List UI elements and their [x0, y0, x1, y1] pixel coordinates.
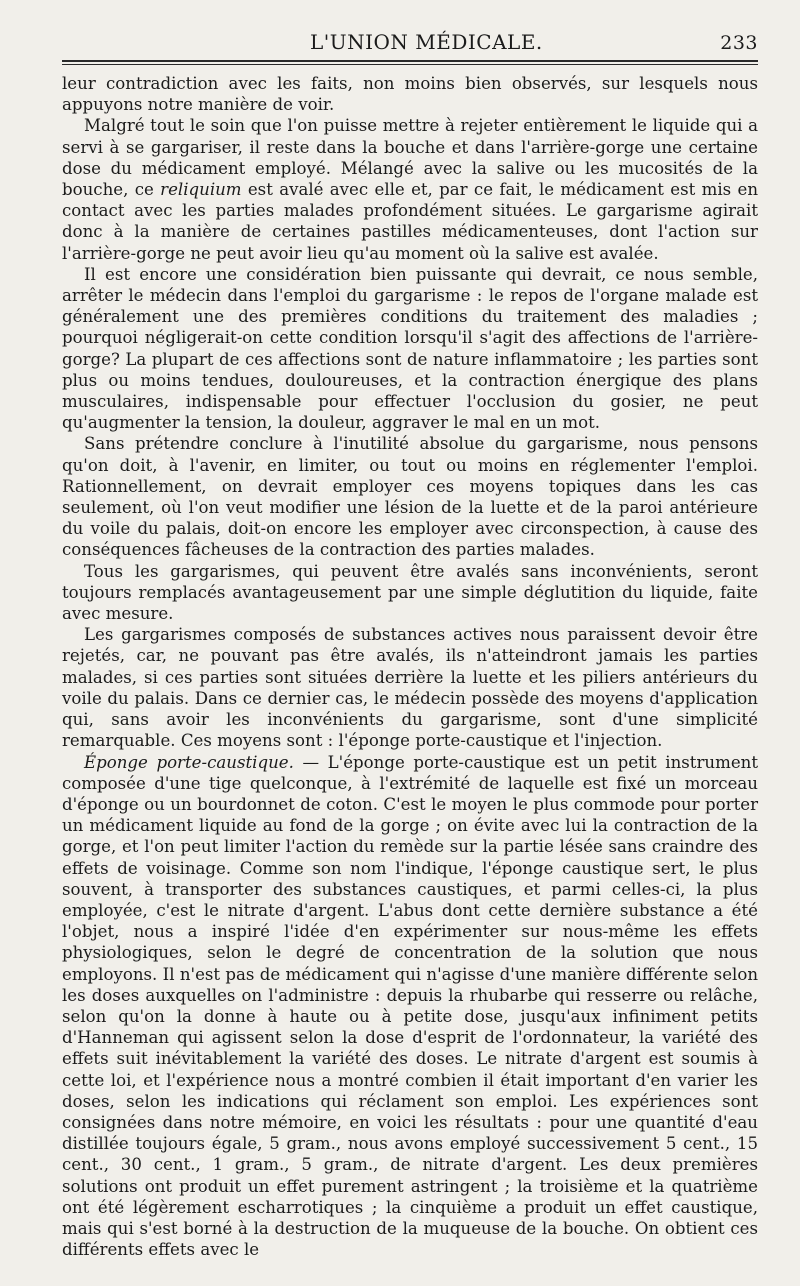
paragraph: Sans prétendre conclure à l'inutilité absolue du gargarisme, nous pensons qu'on doit, à l'avenir, en limiter, ou tout ou moins en réglementer l'emploi. Rationnellement, on devrait employer ces moyens topiques dans les cas seulement, où l'on veut modifier une lésion de la luette et de la paroi antérieure du voile du palais, doit-on encore les employer avec circonspection, à cause des conséquences fâcheuses de la contraction des parties malades. — [62, 434, 758, 560]
paragraph: Les gargarismes composés de substances actives nous paraissent devoir être rejetés, car, ne pouvant pas être avalés, ils n'atteindront jamais les parties malades, si ces parties sont situées derrière la luette et les piliers antérieurs du voile du palais. Dans ce dernier cas, le médecin possède des moyens d'application qui, sans avoir les inconvénients du gargarisme, sont d'une simplicité remarquable. Ces moyens sont : l'éponge porte-caustique et l'injection. — [62, 625, 758, 751]
header-rule — [62, 60, 758, 65]
paragraph-text: — L'éponge porte-caustique est un petit instrument composée d'une tige quelconque, à l'extrémité de laquelle est fixé un morceau d'éponge ou un bourdonnet de coton. C'est le moyen le plus commode pour porter un médicament liquide au fond de la gorge ; on évite avec lui la contraction de la gorge, et l'on peut limiter l'action du remède sur la partie lésée sans craindre des effets de voisinage. Comme son nom l'indique, l'éponge caustique sert, le plus souvent, à transporter des substances caustiques, et parmi celles-ci, la plus employée, c'est le nitrate d'argent. L'abus dont cette dernière substance a été l'objet, nous a inspiré l'idée d'en expérimenter sur nous-même les effets physiologiques, selon le degré de concentration de la solution que nous employons. Il n'est pas de médicament qui n'agisse d'une manière différente selon les doses auxquelles on l'administre : depuis la rhubarbe qui resserre ou relâche, selon qu'on la donne à haute ou à petite dose, jusqu'aux infiniment petits d'Hanneman qui agissent selon la dose d'esprit de l'ordonnateur, la variété des effets suit inévitablement la variété des doses. Le nitrate d'argent est soumis à cette loi, et l'expérience nous a montré combien il était important d'en varier les doses, selon les indications qui réclament son emploi. Les expériences sont consignées dans notre mémoire, en voici les résultats : pour une quantité d'eau distillée toujours égale, 5 gram., nous avons employé successivement 5 cent., 15 cent., 30 cent., 1 gram., 5 gram., de nitrate d'argent. Les deux premières solutions ont produit un effet purement astringent ; la troisième et la quatrième ont été légèrement escharrotiques ; la cinquième a produit un effet caustique, mais qui s'est borné à la destruction de la muqueuse de la bouche. On obtient ces différents effets avec le — [62, 752, 758, 1260]
paragraph-text: Malgré tout le soin que l'on puisse mettre à rejeter entièrement le liquide qui a servi à se gargariser, il reste dans la bouche et dans l'arrière-gorge une certaine dose du médicament employé. Mélangé avec la salive ou les mucosités de la bouche, ce — [62, 116, 758, 200]
paragraph: leur contradiction avec les faits, non moins bien observés, sur lesquels nous appuyons notre manière de voir. — [62, 74, 758, 115]
paragraph-text: est avalé avec elle et, par ce fait, le médicament est mis en contact avec les parties malades profondément situées. Le gargarisme agirait donc à la manière de certaines pastilles médicamenteuses, dont l'action sur l'arrière-gorge ne peut avoir lieu qu'au moment où la salive est avalée. — [62, 180, 759, 263]
paragraph: Tous les gargarismes, qui peuvent être avalés sans inconvénients, seront toujours remplacés avantageusement par une simple déglutition du liquide, faite avec mesure. — [62, 561, 758, 624]
running-header — [62, 30, 758, 54]
page-number: 233 — [720, 32, 758, 54]
journal-title: L'UNION MÉDICALE. — [310, 30, 543, 54]
paragraph — [62, 752, 758, 1261]
paragraph: Il est encore une considération bien puissante qui devrait, ce nous semble, arrêter le médecin dans l'emploi du gargarisme : le repos de l'organe malade est généralement une des premières conditions du traitement des maladies ; pourquoi négligerait-on cette condition lorsqu'il s'agit des affections de l'arrière-gorge? La plupart de ces affections sont de nature inflammatoire ; les parties sont plus ou moins tendues, douloureuses, et la contraction énergique des plans musculaires, indispensable pour effectuer l'occlusion du gosier, ne peut qu'augmenter la tension, la douleur, aggraver le mal en un mot. — [62, 264, 758, 433]
article-body — [62, 73, 758, 1260]
section-heading-italic: Éponge porte-caustique. — [84, 752, 294, 772]
italic-term: reliquium — [160, 180, 242, 200]
paragraph — [62, 115, 758, 263]
